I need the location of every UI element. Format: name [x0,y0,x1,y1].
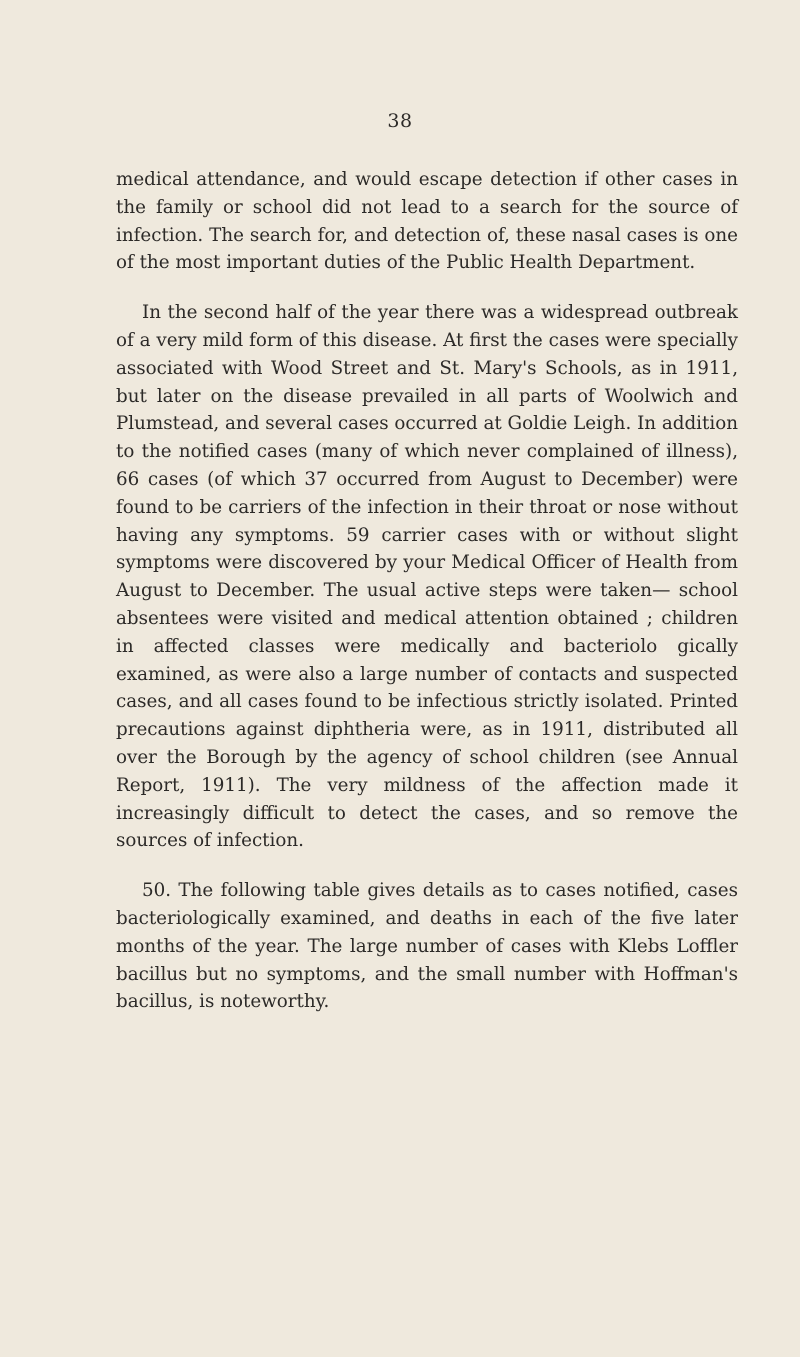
page-number: 38 [387,110,413,132]
paragraph-continuation: medical attendance, and would escape detection if other cases in the family or school did not lead to a search for the source of infection. The search for, and detection of, these nasal cases is one of the most important duties of the Public Health Department. [116,169,738,274]
paragraph-table-intro: 50. The following table gives details as to cases notified, cases bacteriologically examined, and deaths in each of the five later months of the year. The large number of cases with Klebs Loffler bacillus but no symptoms, and the small number with Hoffman's bacillus, is noteworthy. [116,880,738,1013]
paragraph-outbreak: In the second half of the year there was a widespread outbreak of a very mild form of this disease. At first the cases were specially associated with Wood Street and St. Mary's Schools, as in 1911, but later on the disease prevailed in all parts of Woolwich and Plumstead, and several cases occurred at Goldie Leigh. In addition to the notified cases (many of which never complained of illness), 66 cases (of which 37 occurred from August to December) were found to be carriers of the infection in their throat or nose without having any symptoms. 59 carrier cases with or without slight symptoms were discovered by your Medical Officer of Health from August to December. The usual active steps were taken— school absentees were visited and medical attention obtained ; children in affected classes were medically and bacteriolo gically examined, as were also a large number of contacts and suspected cases, and all cases found to be infectious strictly isolated. Printed precautions against diphtheria were, as in 1911, distributed all over the Borough by the agency of school children (see Annual Report, 1911). The very mildness of the affection made it increasingly difficult to detect the cases, and so remove the sources of infection. [116,302,738,852]
body-text [116,166,738,1016]
